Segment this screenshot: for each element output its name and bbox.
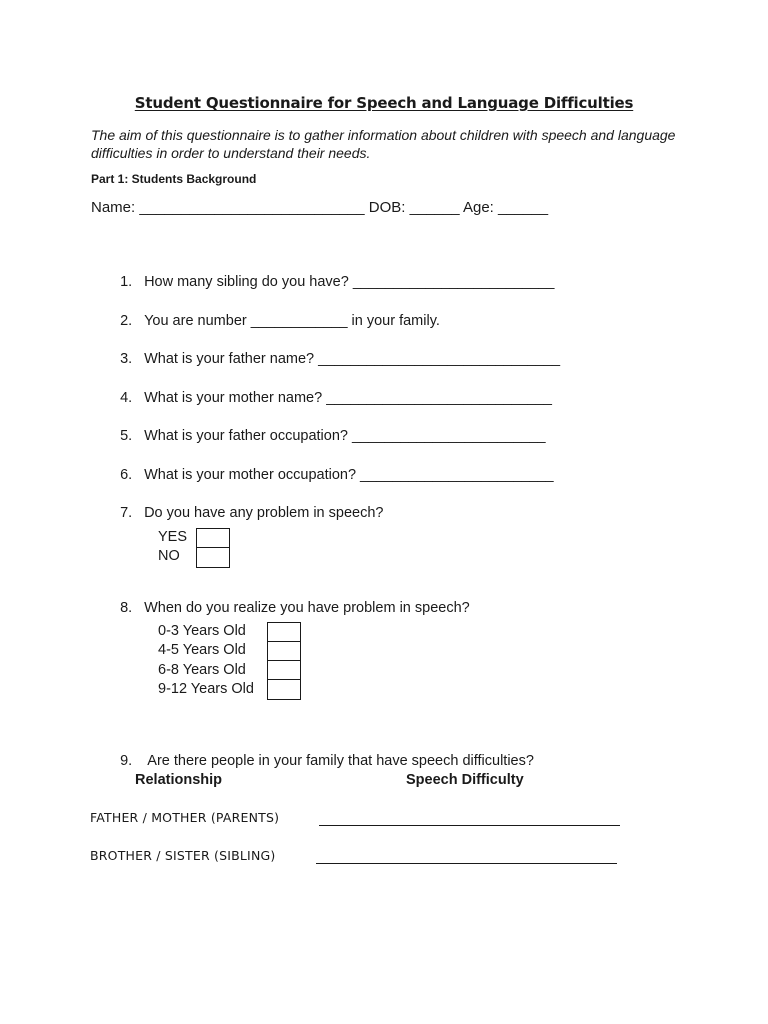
- answer-line-parents[interactable]: [319, 825, 620, 826]
- relationship-row-parents: FATHER / MOTHER (PARENTS): [90, 810, 280, 825]
- question-5[interactable]: [112, 412, 546, 444]
- question-7: [112, 489, 383, 521]
- question-number: 5.: [120, 428, 133, 444]
- checkbox-4-5[interactable]: [267, 641, 301, 662]
- relationship-row-sibling: BROTHER / SISTER (SIBLING): [90, 848, 276, 863]
- option-label-0-3: 0-3 Years Old: [158, 622, 246, 639]
- checkbox-0-3[interactable]: [267, 622, 301, 643]
- question-text: What is your father name? ______________________________: [144, 351, 561, 367]
- question-2[interactable]: [112, 297, 440, 329]
- question-3[interactable]: [112, 335, 560, 367]
- option-label-6-8: 6-8 Years Old: [158, 661, 246, 678]
- option-label-yes: YES: [158, 528, 188, 545]
- checkbox-no[interactable]: [196, 547, 230, 568]
- intro-text: The aim of this questionnaire is to gather information about children with speech and language difficulties in order to understand their needs.: [91, 127, 676, 161]
- question-text: How many sibling do you have? _________________________: [144, 274, 555, 290]
- question-1[interactable]: [112, 258, 554, 290]
- question-8: [112, 584, 470, 616]
- checkbox-6-8[interactable]: [267, 660, 301, 681]
- checkbox-yes[interactable]: [196, 528, 230, 549]
- question-number: 7.: [120, 505, 133, 521]
- column-header-speech-difficulty: Speech Difficulty: [406, 772, 524, 788]
- question-text: When do you realize you have problem in speech?: [144, 600, 470, 616]
- option-label-no: NO: [158, 548, 180, 565]
- question-text: Are there people in your family that have speech difficulties?: [144, 753, 534, 769]
- column-header-relationship: Relationship: [135, 772, 223, 788]
- question-number: 3.: [120, 351, 133, 367]
- question-number: 8.: [120, 600, 133, 616]
- option-label-4-5: 4-5 Years Old: [158, 642, 246, 659]
- question-number: 6.: [120, 467, 133, 483]
- question-text: What is your father occupation? ________________________: [144, 428, 546, 444]
- question-text: Do you have any problem in speech?: [144, 505, 384, 521]
- question-number: 9.: [120, 753, 133, 769]
- q7-options: [158, 527, 187, 566]
- question-4[interactable]: [112, 374, 552, 406]
- question-text: What is your mother name? ____________________________: [144, 390, 552, 406]
- question-number: 1.: [120, 274, 133, 290]
- section-heading: Part 1: Students Background: [91, 172, 257, 186]
- page-title: Student Questionnaire for Speech and Language Difficulties: [134, 94, 634, 112]
- q8-options: [158, 621, 254, 699]
- question-text: What is your mother occupation? ________________________: [144, 467, 554, 483]
- name-dob-age-line[interactable]: Name: ___________________________ DOB: ______ Age: ______: [91, 199, 549, 216]
- question-text: You are number ____________ in your family.: [144, 313, 440, 329]
- checkbox-9-12[interactable]: [267, 679, 301, 700]
- question-6[interactable]: [112, 451, 554, 483]
- question-number: 4.: [120, 390, 133, 406]
- option-label-9-12: 9-12 Years Old: [158, 681, 254, 698]
- answer-line-sibling[interactable]: [316, 863, 617, 864]
- question-9: [112, 737, 534, 769]
- question-number: 2.: [120, 313, 133, 329]
